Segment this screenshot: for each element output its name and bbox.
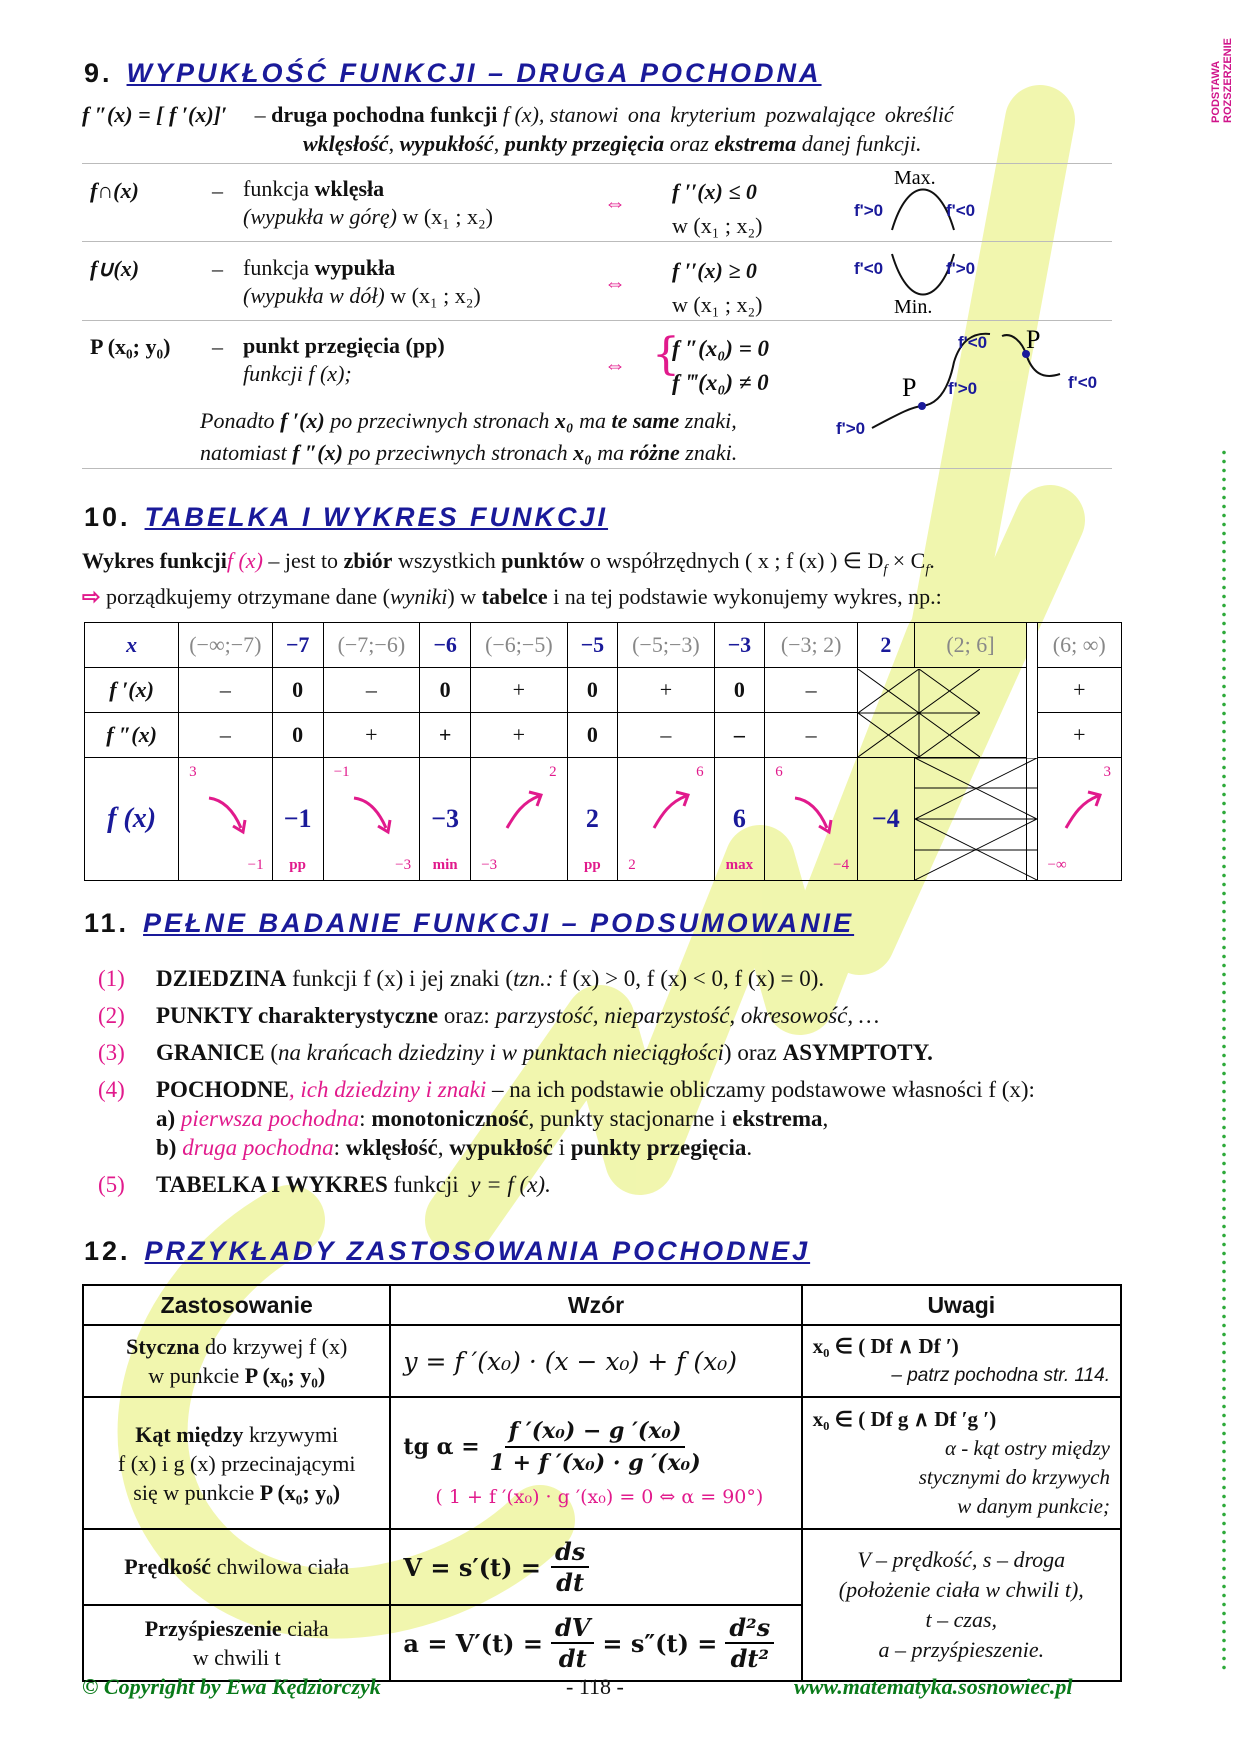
concave-condition: f ′′(x) ≤ 0 w (x₁ ; x₂) bbox=[672, 179, 763, 238]
column-header: Uwagi bbox=[802, 1285, 1121, 1325]
fp-label: f'<0 bbox=[958, 333, 988, 352]
tangent-formula: y = f ′(x₀) · (x − x₀) + f (x₀) bbox=[390, 1325, 801, 1397]
list-item: (4) POCHODNE, ich dziedziny i znaki – na ich podstawie obliczamy podstawowe własności f (x): bbox=[98, 1077, 1035, 1102]
header-cell: (2; 6] bbox=[914, 623, 1027, 668]
section-12-title: 12. PRZYKŁADY ZASTOSOWANIA POCHODNEJ bbox=[84, 1236, 811, 1266]
section-9-title: 9. WYPUKŁOŚĆ FUNKCJI – DRUGA POCHODNA bbox=[84, 58, 822, 88]
fx-point-cell: 6 max bbox=[714, 758, 765, 881]
arrow-down-icon bbox=[350, 790, 398, 838]
arrow-up-icon bbox=[1060, 788, 1108, 836]
table-row: Kąt między krzywymi f (x) i g (x) przecinającymi się w punkcie P (x₀; y₀) tg α = $\frac{\text{f ′(x₀) − g ′(x₀)}}{\text{1 + f ′(x₀) · g ′(x₀)}}$ ( 1 + f ′(x₀) · g ′(x₀) = 0 ⇔ α = 90°) x₀ ∈ ( Df g ∧ Df ′g ′) α - kąt ostry między stycznymi do krzywych w danym punkcie; bbox=[83, 1397, 1121, 1529]
note-same-signs: Ponadto f ′(x) po przeciwnych stronach x₀ ma te same znaki, bbox=[200, 408, 737, 433]
fx-point-cell: 2 pp bbox=[567, 758, 618, 881]
fx-trend-cell: 3 −1 bbox=[179, 758, 272, 881]
header-cell: (−∞;−7) bbox=[179, 623, 272, 668]
p-label-upper: P bbox=[1026, 325, 1041, 354]
arrow-down-icon bbox=[205, 790, 253, 838]
fx-trend-cell: 6 2 bbox=[618, 758, 714, 881]
fx-trend-cell: −1 −3 bbox=[323, 758, 419, 881]
concave-symbol: f∩(x) bbox=[90, 178, 139, 203]
angle-formula: tg α = $\frac{\text{f ′(x₀) − g ′(x₀)}}{\text{1 + f ′(x₀) · g ′(x₀)}}$ bbox=[403, 1418, 701, 1476]
fx-point-cell: −4 bbox=[858, 758, 914, 881]
section-10-title: 10. TABELKA I WYKRES FUNKCJI bbox=[84, 502, 609, 532]
sec10-instruction: ⇨ porządkujemy otrzymane dane (wyniki) w tabelce i na tej podstawie wykonujemy wykres, np.: bbox=[82, 584, 942, 609]
inflection-condition: f ″(x₀) = 0 f ‴(x₀) ≠ 0 bbox=[672, 336, 770, 395]
min-label: Min. bbox=[894, 296, 933, 318]
inflection-desc: punkt przegięcia (pp) funkcji f (x); bbox=[243, 333, 445, 386]
fx-point-cell: −3 min bbox=[420, 758, 471, 881]
header-cell: (6; ∞) bbox=[1037, 623, 1121, 668]
max-graph bbox=[850, 166, 1000, 236]
fx-trend-cell: 2 −3 bbox=[471, 758, 567, 881]
list-item: (1) DZIEDZINA funkcji f (x) i jej znaki (tzn.: f (x) > 0, f (x) < 0, f (x) = 0). bbox=[98, 966, 825, 991]
footer-copyright: © Copyright by Ewa Kędziorczyk bbox=[82, 1674, 381, 1699]
acceleration-formula: a = V′(t) = $\frac{dV}{dt}$ = s″(t) = $\frac{\text{d²s}}{\text{dt²}}$ bbox=[403, 1613, 799, 1673]
convex-desc: funkcja wypukła (wypukła w dół) w (x₁ ; x₂) bbox=[243, 255, 481, 308]
row-label: f ′(x) bbox=[85, 668, 179, 713]
list-item: (3) GRANICE (na krańcach dziedziny i w punktach nieciągłości) oraz ASYMPTOTY. bbox=[98, 1040, 933, 1065]
velocity-formula: V = s′(t) = $\frac{ds}{dt}$ bbox=[403, 1537, 799, 1597]
convex-condition: f ′′(x) ≥ 0 w (x₁ ; x₂) bbox=[672, 258, 763, 317]
table-row-fprime: f ′(x) – 0 – 0 + 0 + 0 – + bbox=[85, 668, 1122, 713]
table-row-x bbox=[85, 623, 1122, 668]
row-label: f ″(x) bbox=[85, 713, 179, 758]
angle-note: ( 1 + f ′(x₀) · g ′(x₀) = 0 ⇔ α = 90°) bbox=[435, 1486, 764, 1508]
fp-label: f'>0 bbox=[948, 379, 978, 398]
dash: – bbox=[212, 178, 223, 203]
crossed-cell bbox=[914, 758, 1037, 881]
inflection-graph bbox=[832, 322, 1112, 442]
function-table bbox=[84, 622, 1122, 881]
header-cell: (−7;−6) bbox=[323, 623, 419, 668]
sec10-definition: Wykres funkcjif (x) – jest to zbiór wszystkich punktów o współrzędnych ( x ; f (x) ) ∈ $D_f \times C_f$. bbox=[82, 548, 935, 578]
list-item: (2) PUNKTY charakterystyczne oraz: parzystość, nieparzystość, okresowość, … bbox=[98, 1003, 880, 1028]
equiv-arrow: ⇔ bbox=[604, 352, 626, 377]
header-cell: (−3; 2) bbox=[765, 623, 858, 668]
column-header: Zastosowanie bbox=[83, 1285, 390, 1325]
equiv-arrow: ⇔ bbox=[604, 270, 626, 295]
page-number: - 118 - bbox=[566, 1674, 624, 1699]
section-11-title: 11. PEŁNE BADANIE FUNKCJI – PODSUMOWANIE bbox=[84, 908, 855, 938]
arrow-up-icon bbox=[501, 788, 549, 836]
arrow-up-icon bbox=[648, 788, 696, 836]
header-cell: (−5;−3) bbox=[618, 623, 714, 668]
table-row: Prędkość chwilowa ciała V = s′(t) = $\frac{ds}{dt}$ V – prędkość, s – droga (położenie ciała w chwili t), t – czas, a – przyśpieszenie. bbox=[83, 1529, 1121, 1605]
brace: { bbox=[652, 329, 680, 380]
list-item: (5) TABELKA I WYKRES funkcji y = f (x). bbox=[98, 1172, 551, 1197]
header-cell: −7 bbox=[272, 623, 323, 668]
table-row-fbis: f ″(x) – 0 + + + 0 – – – + bbox=[85, 713, 1122, 758]
convex-symbol: f∪(x) bbox=[90, 256, 140, 281]
inflection-symbol: P (x₀; y₀) bbox=[90, 334, 171, 359]
crossed-cell bbox=[858, 668, 1027, 758]
dash: – bbox=[212, 334, 223, 359]
sec9-intro: f ″(x) = [ f ′(x)]′ – druga pochodna funkcji f (x), stanowi ona kryterium pozwalające określić bbox=[82, 102, 954, 127]
note-diff-signs: natomiast f ″(x) po przeciwnych stronach x₀ ma różne znaki. bbox=[200, 440, 738, 465]
header-cell: (−6;−5) bbox=[471, 623, 567, 668]
table-row-fx bbox=[85, 758, 1122, 881]
fx-point-cell: −1 pp bbox=[272, 758, 323, 881]
dash: – bbox=[212, 256, 223, 281]
fx-trend-cell: 3 −∞ bbox=[1037, 758, 1121, 881]
applications-table bbox=[82, 1284, 1122, 1682]
list-subitem-a: a) pierwsza pochodna: monotoniczność, punkty stacjonarne i ekstrema, bbox=[156, 1106, 829, 1131]
fx-trend-cell: 6 −4 bbox=[765, 758, 858, 881]
fp-negative-label: f'<0 bbox=[854, 259, 884, 278]
fp-label: f'>0 bbox=[836, 419, 866, 438]
fp-negative-label: f'<0 bbox=[946, 201, 976, 220]
table-row: Styczna do krzywej f (x) w punkcie P (x₀; y₀) y = f ′(x₀) · (x − x₀) + f (x₀) x₀ ∈ ( Df ∧ Df ′) – patrz pochodna str. 114. bbox=[83, 1325, 1121, 1397]
header-cell: 2 bbox=[858, 623, 914, 668]
header-cell: −5 bbox=[567, 623, 618, 668]
level-label: PODSTAWA ROZSZERZENIE bbox=[1210, 38, 1234, 123]
p-label-lower: P bbox=[902, 373, 917, 402]
min-graph bbox=[850, 244, 1000, 318]
fp-positive-label: f'>0 bbox=[946, 259, 976, 278]
arrow-down-icon bbox=[791, 790, 839, 838]
side-dots bbox=[1222, 448, 1226, 1670]
list-subitem-b: b) druga pochodna: wklęsłość, wypukłość i punkty przegięcia. bbox=[156, 1135, 753, 1160]
column-header: Wzór bbox=[390, 1285, 801, 1325]
footer-website[interactable]: www.matematyka.sosnowiec.pl bbox=[794, 1674, 1073, 1699]
row-label: f (x) bbox=[85, 758, 179, 881]
concave-desc: funkcja wklęsła (wypukła w górę) w (x₁ ; x₂) bbox=[243, 176, 493, 229]
sec9-intro-line2: wklęsłość, wypukłość, punkty przegięcia oraz ekstrema danej funkcji. bbox=[303, 131, 922, 156]
header-cell: −6 bbox=[420, 623, 471, 668]
header-cell: −3 bbox=[714, 623, 765, 668]
table-row: Przyśpieszenie ciała w chwili t a = V′(t) = $\frac{dV}{dt}$ = s″(t) = $\frac{\text{d²s}}{\text{dt²}}$ bbox=[83, 1605, 1121, 1681]
max-label: Max. bbox=[894, 167, 936, 189]
header-cell: x bbox=[85, 623, 179, 668]
fp-positive-label: f'>0 bbox=[854, 201, 884, 220]
equiv-arrow: ⇔ bbox=[604, 190, 626, 215]
fp-label: f'<0 bbox=[1068, 373, 1098, 392]
